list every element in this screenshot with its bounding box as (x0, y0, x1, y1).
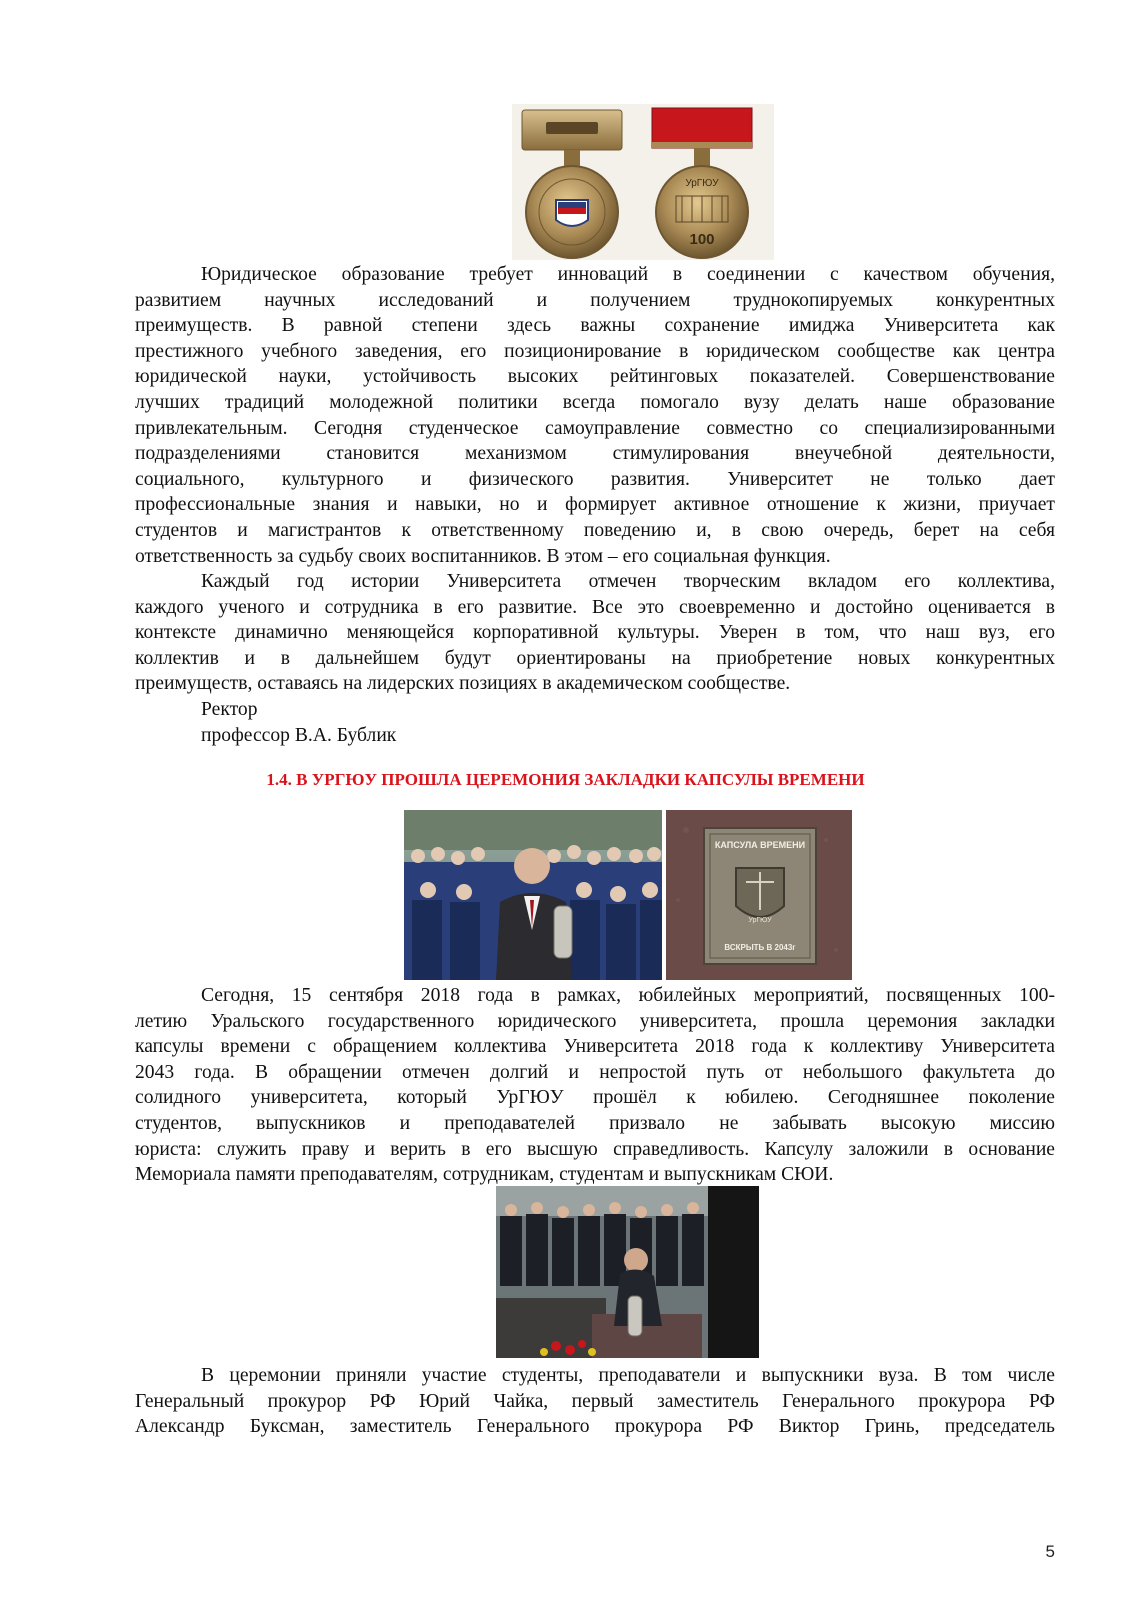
text-line: контексте динамично меняющейся корпоративной культуры. Уверен в том, что наш вуз, его (135, 622, 1055, 644)
text-line: каждого ученого и сотрудника в его развитие. Все это своевременно и достойно оценивается в (135, 596, 1055, 618)
text-line: преимуществ, оставаясь на лидерских позициях в академическом сообществе. (135, 673, 791, 695)
ceremony-photo (404, 810, 662, 980)
capsule-laying-photo (496, 1186, 759, 1358)
ceremony-paragraph-1 (135, 983, 1055, 1188)
text-line: юриста: служить праву и верить в его высшую справедливость. Капсулу заложили в основание (135, 1138, 1055, 1160)
text-line: престижного учебного заведения, его позиционирование в юридическом сообществе как центра (135, 340, 1055, 362)
text-line: 2043 года. В обращении отмечен долгий и непростой путь от небольшого факультета до (135, 1061, 1055, 1083)
page-number: 5 (1045, 1542, 1055, 1561)
medal-left-icon (522, 110, 622, 258)
signature-name: профессор В.А. Бублик (201, 725, 397, 746)
medal-right-number: 100 (689, 231, 715, 248)
text-line: Генеральный прокурор РФ Юрий Чайка, первый заместитель Генерального прокурора РФ (135, 1390, 1055, 1412)
section-heading: 1.4. В УРГЮУ ПРОШЛА ЦЕРЕМОНИЯ ЗАКЛАДКИ КАПСУЛЫ ВРЕМЕНИ (266, 770, 865, 789)
medal-right-icon (652, 108, 752, 258)
text-line: подразделениями становится механизмом стимулирования внеучебной деятельности, (135, 443, 1055, 465)
ceremony-paragraph-2 (135, 1363, 1055, 1440)
text-line: привлекательным. Сегодня студенческое самоуправление совместно со специализированными (135, 417, 1055, 439)
text-line: студентов, выпускников и преподавателей призвало не забывать высокую миссию (135, 1112, 1055, 1134)
plaque-title: КАПСУЛА ВРЕМЕНИ (714, 840, 806, 850)
plaque-bottom-text: ВСКРЫТЬ В 2043г (724, 943, 796, 952)
text-line: развитием научных исследований и получением труднокопируемых конкурентных (135, 289, 1055, 311)
text-line: Александр Буксман, заместитель Генерального прокурора РФ Виктор Гринь, председатель (135, 1416, 1055, 1438)
intro-paragraph-1 (135, 262, 1055, 569)
text-line: Каждый год истории Университета отмечен творческим вкладом его коллектива, (201, 571, 1055, 592)
signature-title: Ректор (201, 699, 258, 720)
text-line: коллектив и в дальнейшем будут ориентированы на приобретение новых конкурентных (135, 647, 1055, 669)
text-line: ответственность за судьбу своих воспитанников. В этом – его социальная функция. (135, 545, 831, 567)
text-line: социального, культурного и физического развития. Университет не только дает (135, 468, 1055, 490)
medals-image (512, 104, 774, 260)
text-line: юридической науки, устойчивость высоких рейтинговых показателей. Совершенствование (135, 366, 1055, 388)
plaque-shield-text: УрГЮУ (748, 917, 772, 924)
text-line: В церемонии приняли участие студенты, преподаватели и выпускники вуза. В том числе (201, 1365, 1055, 1386)
text-line: преимуществ. В равной степени здесь важны сохранение имиджа Университета как (135, 315, 1055, 337)
time-capsule-plaque (666, 810, 852, 980)
text-line: лучших традиций молодежной политики всегда помогало вузу делать наше образование (135, 391, 1055, 413)
text-line: профессиональные знания и навыки, но и формирует активное отношение к жизни, приучает (135, 494, 1055, 516)
text-line: Мемориала памяти преподавателям, сотрудникам, студентам и выпускникам СЮИ. (135, 1164, 834, 1186)
text-line: Юридическое образование требует инноваций в соединении с качеством обучения, (201, 264, 1055, 285)
text-line: студентов и магистрантов к ответственному поведению и, в свою очередь, берет на себя (135, 519, 1055, 541)
medal-right-label: УрГЮУ (685, 178, 719, 189)
text-line: капсулы времени с обращением коллектива Университета 2018 года к коллективу Университета (135, 1036, 1055, 1058)
intro-paragraph-2 (135, 569, 1055, 697)
text-line: Сегодня, 15 сентября 2018 года в рамках, юбилейных мероприятий, посвященных 100- (201, 985, 1055, 1006)
text-line: летию Уральского государственного юридического университета, прошла церемония закладки (135, 1010, 1055, 1032)
text-line: солидного университета, который УрГЮУ прошёл к юбилею. Сегодняшнее поколение (135, 1087, 1055, 1109)
